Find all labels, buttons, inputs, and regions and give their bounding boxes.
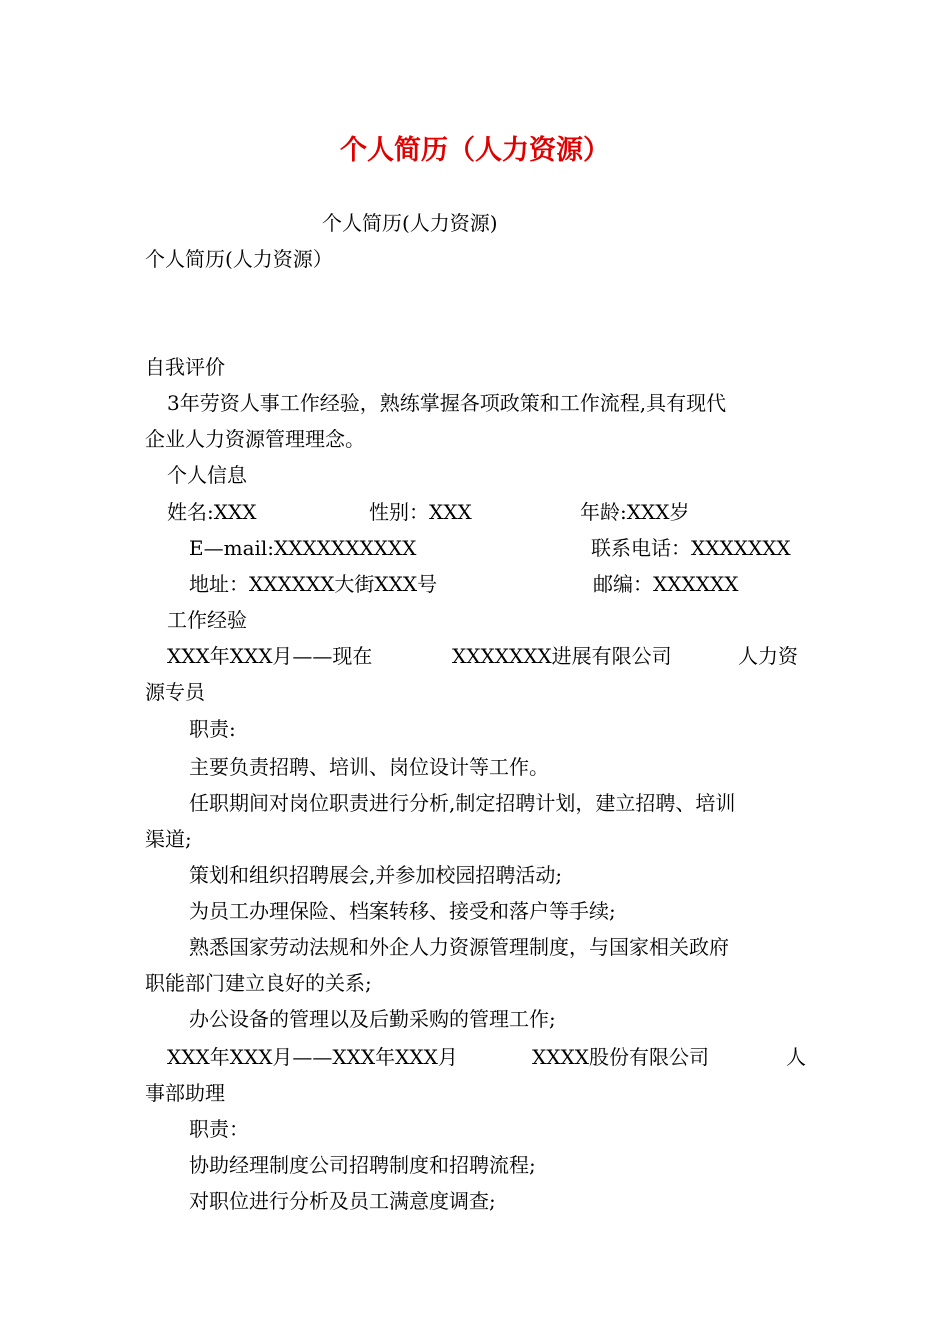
job1-duty-3: 策划和组织招聘展会,并参加校园招聘活动; xyxy=(189,863,563,887)
address-field: 地址：XXXXXX大街XXX号 xyxy=(189,572,438,596)
job1-duty-1: 主要负责招聘、培训、岗位设计等工作。 xyxy=(189,755,549,779)
job2-duty-1: 协助经理制度公司招聘制度和招聘流程; xyxy=(189,1153,536,1177)
self-eval-line-1: 3年劳资人事工作经验，熟练掌握各项政策和工作流程,具有现代 xyxy=(167,391,727,415)
job2-duty-label: 职责： xyxy=(189,1117,249,1141)
subtitle-repeat: 个人简历(人力资源） xyxy=(145,247,333,271)
job1-company: XXXXXXX进展有限公司 xyxy=(452,644,672,668)
job2-title-part1: 人 xyxy=(786,1045,806,1069)
job1-duty-5-line1: 熟悉国家劳动法规和外企人力资源管理制度，与国家相关政府 xyxy=(189,935,729,959)
subtitle: 个人简历(人力资源) xyxy=(322,211,498,235)
job1-title-part2: 源专员 xyxy=(145,680,205,704)
job1-duty-6: 办公设备的管理以及后勤采购的管理工作; xyxy=(189,1007,556,1031)
name-field: 姓名:XXX xyxy=(167,500,257,524)
gender-field: 性别：XXX xyxy=(369,500,472,524)
job2-title-part2: 事部助理 xyxy=(145,1081,225,1105)
postcode-field: 邮编：XXXXXX xyxy=(593,572,739,596)
work-experience-heading: 工作经验 xyxy=(167,608,247,632)
job1-duty-4: 为员工办理保险、档案转移、接受和落户等手续; xyxy=(189,899,616,923)
job1-period: XXX年XXX月——现在 xyxy=(167,644,373,668)
job1-duty-2-line2: 渠道; xyxy=(145,827,192,851)
job1-duty-label: 职责: xyxy=(189,717,236,741)
self-eval-line-2: 企业人力资源管理理念。 xyxy=(145,427,365,451)
job1-duty-5-line2: 职能部门建立良好的关系; xyxy=(145,971,372,995)
job2-period: XXX年XXX月——XXX年XXX月 xyxy=(167,1045,458,1069)
self-eval-heading: 自我评价 xyxy=(145,355,225,379)
age-field: 年龄:XXX岁 xyxy=(580,500,690,524)
job1-duty-2-line1: 任职期间对岗位职责进行分析,制定招聘计划，建立招聘、培训 xyxy=(189,791,736,815)
job2-duty-2: 对职位进行分析及员工满意度调查; xyxy=(189,1189,496,1213)
email-field: E—mail:XXXXXXXXXX xyxy=(189,536,417,560)
job1-title-part1: 人力资 xyxy=(738,644,798,668)
personal-info-heading: 个人信息 xyxy=(167,463,247,487)
phone-field: 联系电话：XXXXXXX xyxy=(591,536,791,560)
document-title: 个人简历（人力资源） xyxy=(340,135,610,166)
job2-company: XXXX股份有限公司 xyxy=(532,1045,709,1069)
